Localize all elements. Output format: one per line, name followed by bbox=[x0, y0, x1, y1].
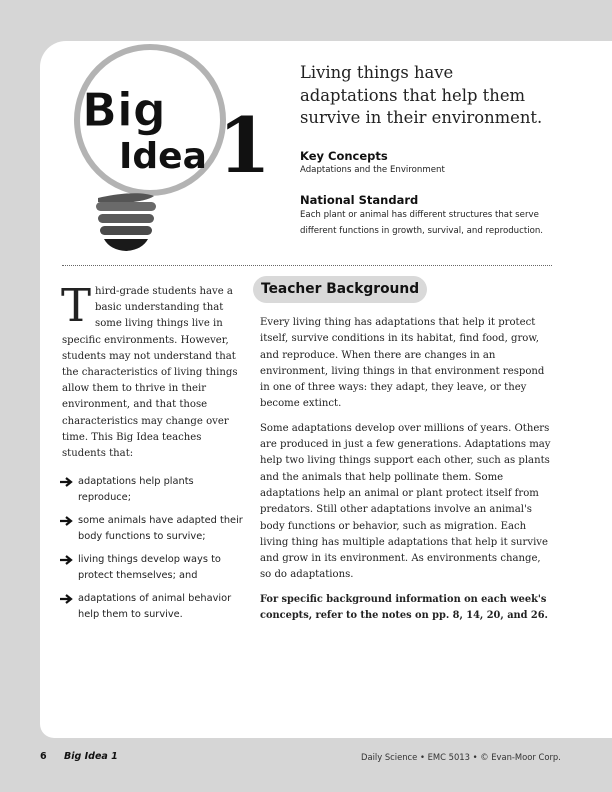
logo-big-text: Big bbox=[82, 83, 166, 137]
bullet-text: living things develop ways to protect themselves; and bbox=[78, 554, 221, 581]
big-idea-lightbulb-logo bbox=[46, 44, 271, 256]
footer-section-title: Big Idea 1 bbox=[64, 751, 118, 762]
key-concepts-text: Adaptations and the Environment bbox=[300, 165, 445, 175]
list-item bbox=[60, 552, 245, 584]
bullet-text: adaptations of animal behavior help them to survive. bbox=[78, 593, 232, 620]
arrow-bullet-icon bbox=[60, 555, 74, 565]
national-standard-text: Each plant or animal has different structures that serve different functions in growth, survival, and reproduction. bbox=[300, 210, 544, 236]
intro-text: hird-grade students have a basic understanding that some living things live in specific environments. However, students may not understand that the characteristics of living things allow them to thrive in their environment, and that those characteristics may change over time. This Big Idea teaches students that: bbox=[62, 286, 238, 460]
bullet-text: some animals have adapted their body functions to survive; bbox=[78, 515, 243, 542]
section-divider bbox=[62, 265, 552, 266]
big-idea-statement: Living things have adaptations that help them survive in their environment. bbox=[300, 63, 543, 127]
list-item bbox=[60, 513, 245, 545]
drop-cap: T bbox=[61, 279, 92, 332]
list-item bbox=[60, 474, 245, 506]
arrow-bullet-icon bbox=[60, 516, 74, 526]
key-concepts-heading: Key Concepts bbox=[300, 149, 388, 163]
teacher-background-note: For specific background information on each week's concepts, refer to the notes on pp. 8, 14, 20, and 26. bbox=[260, 593, 548, 621]
logo-number: 1 bbox=[218, 101, 271, 190]
arrow-bullet-icon bbox=[60, 477, 74, 487]
teacher-background-paragraph-1: Every living thing has adaptations that help it protect itself, survive conditions in its habitat, find food, grow, and reproduce. When there are changes in an environment, living things in that environment respond in one of three ways: they adapt, they leave, or they become extinct. bbox=[260, 317, 545, 410]
teacher-background-title: Teacher Background bbox=[261, 281, 420, 297]
page-number: 6 bbox=[40, 751, 47, 762]
teacher-background-body bbox=[260, 315, 554, 632]
teacher-background-paragraph-2: Some adaptations develop over millions of years. Others are produced in just a few generations. Adaptations may help two living things support each other, such as plants and the animals that help pollinate them. Some adaptations help an animal or plant protect itself from predators. Still other adaptations involve an animal's body functions or behavior, such as migration. Each living thing has multiple adaptations that help it survive and grow in its environment. As environments change, so do adaptations. bbox=[260, 422, 551, 581]
bullet-text: adaptations help plants reproduce; bbox=[78, 476, 194, 503]
list-item bbox=[60, 591, 245, 623]
intro-paragraph bbox=[61, 279, 240, 462]
logo-idea-text: Idea bbox=[119, 136, 207, 177]
arrow-bullet-icon bbox=[60, 594, 74, 604]
intro-bullet-list bbox=[60, 474, 245, 630]
national-standard-heading: National Standard bbox=[300, 193, 419, 207]
footer-publisher-line: Daily Science • EMC 5013 • © Evan-Moor Corp. bbox=[361, 752, 561, 762]
